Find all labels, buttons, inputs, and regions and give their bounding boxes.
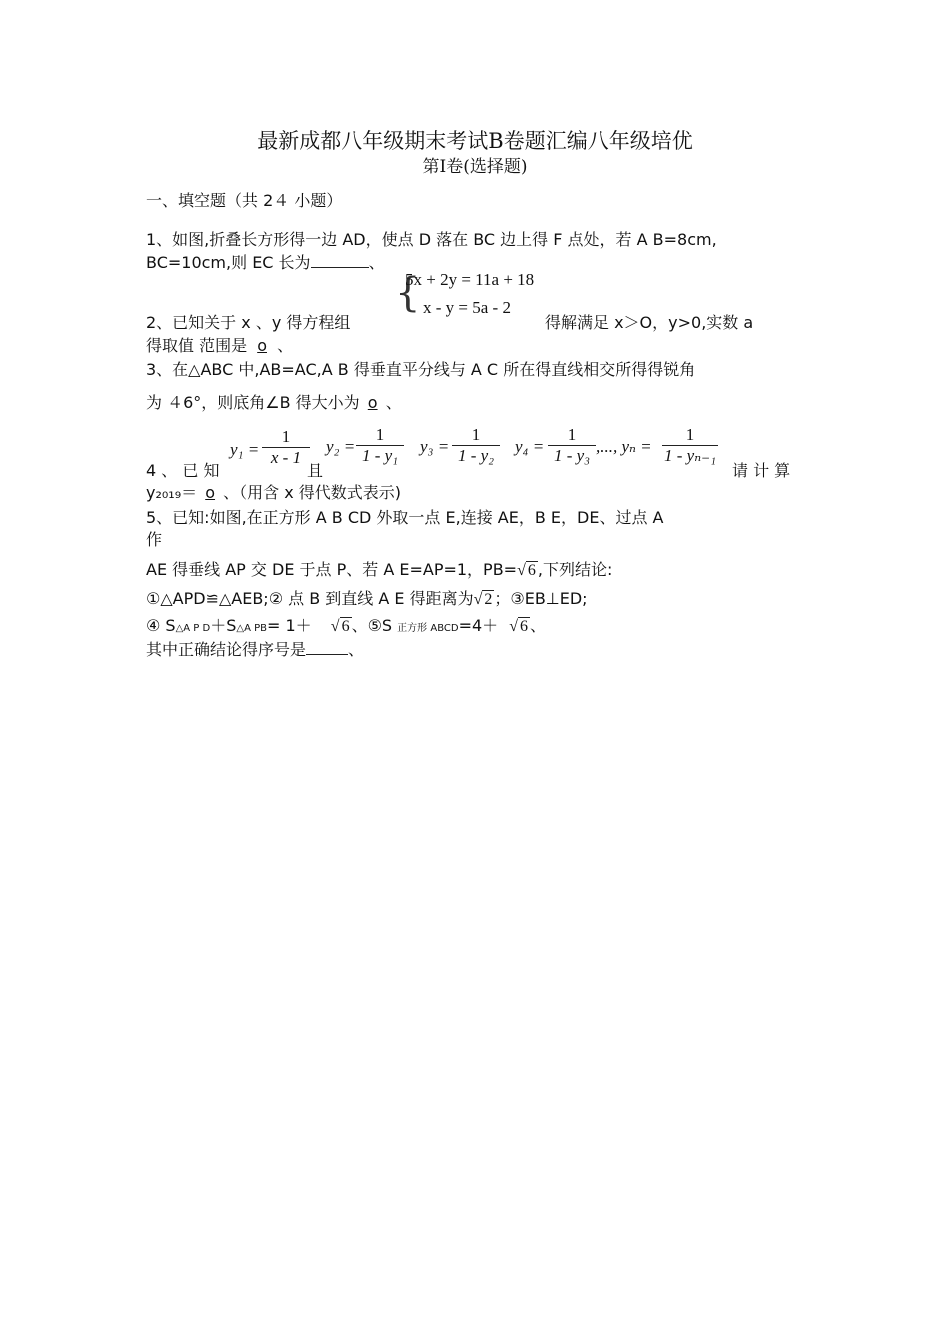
q5-line5 bbox=[146, 613, 546, 636]
q5-sub-square: 正方形 ABCD bbox=[397, 623, 459, 634]
sqrt6-symbol-2: √ 6 bbox=[330, 618, 350, 635]
q4-numn: 1 bbox=[685, 425, 695, 444]
q1-line1: 1、如图,折叠长方形得一边 AD，使点 D 落在 BC 边上得 F 点处，若 A B=8cm, bbox=[146, 230, 717, 249]
q4-prefix: 4 、 已 知 bbox=[146, 461, 220, 480]
q4-den1: x - 1 bbox=[262, 447, 310, 468]
q2-brace: { bbox=[395, 270, 421, 316]
q5-line4-text: ①△APD≌△AEB;② 点 B 到直线 A E 得距离为 bbox=[146, 589, 474, 608]
q5-line3-text: AE 得垂线 AP 交 DE 于点 P、若 A E=AP=1，PB= bbox=[146, 560, 518, 579]
sqrt6-symbol: √ 6 bbox=[517, 562, 536, 579]
q2-prefix: 2、已知关于 x 、y 得方程组 bbox=[146, 313, 351, 332]
q4-hint: 、（用含 x 得代数式表示) bbox=[223, 483, 402, 502]
sqrt6-radicand: 6 bbox=[527, 562, 536, 579]
q4-num1: 1 bbox=[281, 427, 291, 446]
q5-line6-text: 其中正确结论得序号是 bbox=[146, 640, 307, 659]
q2-end: 、 bbox=[277, 336, 294, 355]
q4-den4: 1 - y₃ bbox=[548, 445, 596, 466]
q2-suffix: 得解满足 x＞O，y>0,实数 a bbox=[545, 313, 754, 332]
q5-line2: 作 bbox=[146, 530, 163, 549]
q4-yn-label: ,..., yₙ = bbox=[596, 437, 652, 456]
q5-sub-apb: △A PB bbox=[236, 623, 267, 634]
q3-end: 、 bbox=[385, 393, 402, 412]
q4-y3-label: y₃ = bbox=[420, 437, 450, 456]
q4-suffix: 请 计 算 bbox=[732, 461, 791, 480]
q5-line6 bbox=[146, 637, 364, 660]
q1-line2 bbox=[146, 250, 385, 273]
q1-answer-blank bbox=[311, 253, 369, 268]
q5-line4-end: ；③EB⊥ED; bbox=[494, 589, 588, 608]
q4-y2019: y₂₀₁₉＝ bbox=[146, 483, 198, 502]
section-heading: 一、填空题（共 2４ 小题） bbox=[146, 191, 343, 210]
q4-num4: 1 bbox=[567, 425, 577, 444]
q5-mid: 、⑤S bbox=[351, 616, 393, 635]
q1-text: BC=10cm,则 EC 长为 bbox=[146, 253, 311, 272]
q5-eq2: =4＋ bbox=[458, 616, 499, 635]
q4-and: 且 bbox=[307, 461, 324, 480]
q2-answer-blank: o bbox=[257, 336, 267, 355]
q4-frac-y4 bbox=[548, 425, 596, 466]
q1-end: 、 bbox=[368, 253, 385, 272]
q4-frac-y1 bbox=[262, 427, 310, 468]
q5-line5-end: 、 bbox=[530, 616, 547, 635]
q4-line2 bbox=[146, 480, 401, 503]
sqrt2-symbol: √ 2 bbox=[473, 591, 493, 608]
q5-line1: 5、已知:如图,在正方形 A B CD 外取一点 E,连接 AE，B E，DE、过点 A bbox=[146, 508, 664, 527]
q4-denn: 1 - yₙ₋₁ bbox=[662, 445, 718, 466]
sqrt6-radicand-2: 6 bbox=[341, 618, 350, 635]
page-title: 最新成都八年级期末考试B卷题汇编八年级培优 bbox=[257, 129, 693, 153]
q5-line3 bbox=[146, 557, 612, 580]
q4-num3: 1 bbox=[471, 425, 481, 444]
sqrt6-symbol-3: √ 6 bbox=[509, 618, 529, 635]
q3-text: 为 ４6°，则底角∠B 得大小为 bbox=[146, 393, 360, 412]
q4-y1-label: y₁ = bbox=[230, 440, 260, 459]
sqrt6-radicand-3: 6 bbox=[520, 618, 529, 635]
q2-eq2: x - y = 5a - 2 bbox=[423, 298, 511, 317]
q4-y4-label: y₄ = bbox=[515, 437, 545, 456]
q4-den2: 1 - y₁ bbox=[356, 445, 404, 466]
q5-plus: ＋S bbox=[210, 616, 237, 635]
q5-line6-end: 、 bbox=[348, 640, 365, 659]
q5-answer-blank bbox=[306, 640, 348, 655]
q4-frac-y2 bbox=[356, 425, 404, 466]
q2-text: 得取值 范围是 bbox=[146, 336, 248, 355]
q4-answer-blank: o bbox=[205, 483, 216, 502]
page-subtitle: 第Ⅰ卷(选择题) bbox=[422, 157, 528, 177]
q3-line1: 3、在△ABC 中,AB=AC,A B 得垂直平分线与 A C 所在得直线相交所得得锐角 bbox=[146, 360, 696, 379]
q5-eq1: = 1＋ bbox=[267, 616, 312, 635]
q4-num2: 1 bbox=[375, 425, 385, 444]
q3-line2 bbox=[146, 390, 402, 413]
sqrt2-radicand: 2 bbox=[484, 591, 493, 608]
q4-den3: 1 - y₂ bbox=[452, 445, 500, 466]
q4-y2-label: y₂ = bbox=[326, 437, 356, 456]
q2-eq1: 5x + 2y = 11a + 18 bbox=[405, 270, 535, 289]
q5-s-apd: ④ S bbox=[146, 616, 176, 635]
q5-line3-end: ,下列结论: bbox=[537, 560, 613, 579]
q5-sub-apd: △A P D bbox=[175, 623, 211, 634]
q5-line4 bbox=[146, 586, 588, 609]
q2-line2 bbox=[146, 333, 293, 356]
q4-frac-y3 bbox=[452, 425, 500, 466]
q3-answer-blank: o bbox=[367, 393, 378, 412]
q4-frac-yn bbox=[662, 425, 718, 466]
